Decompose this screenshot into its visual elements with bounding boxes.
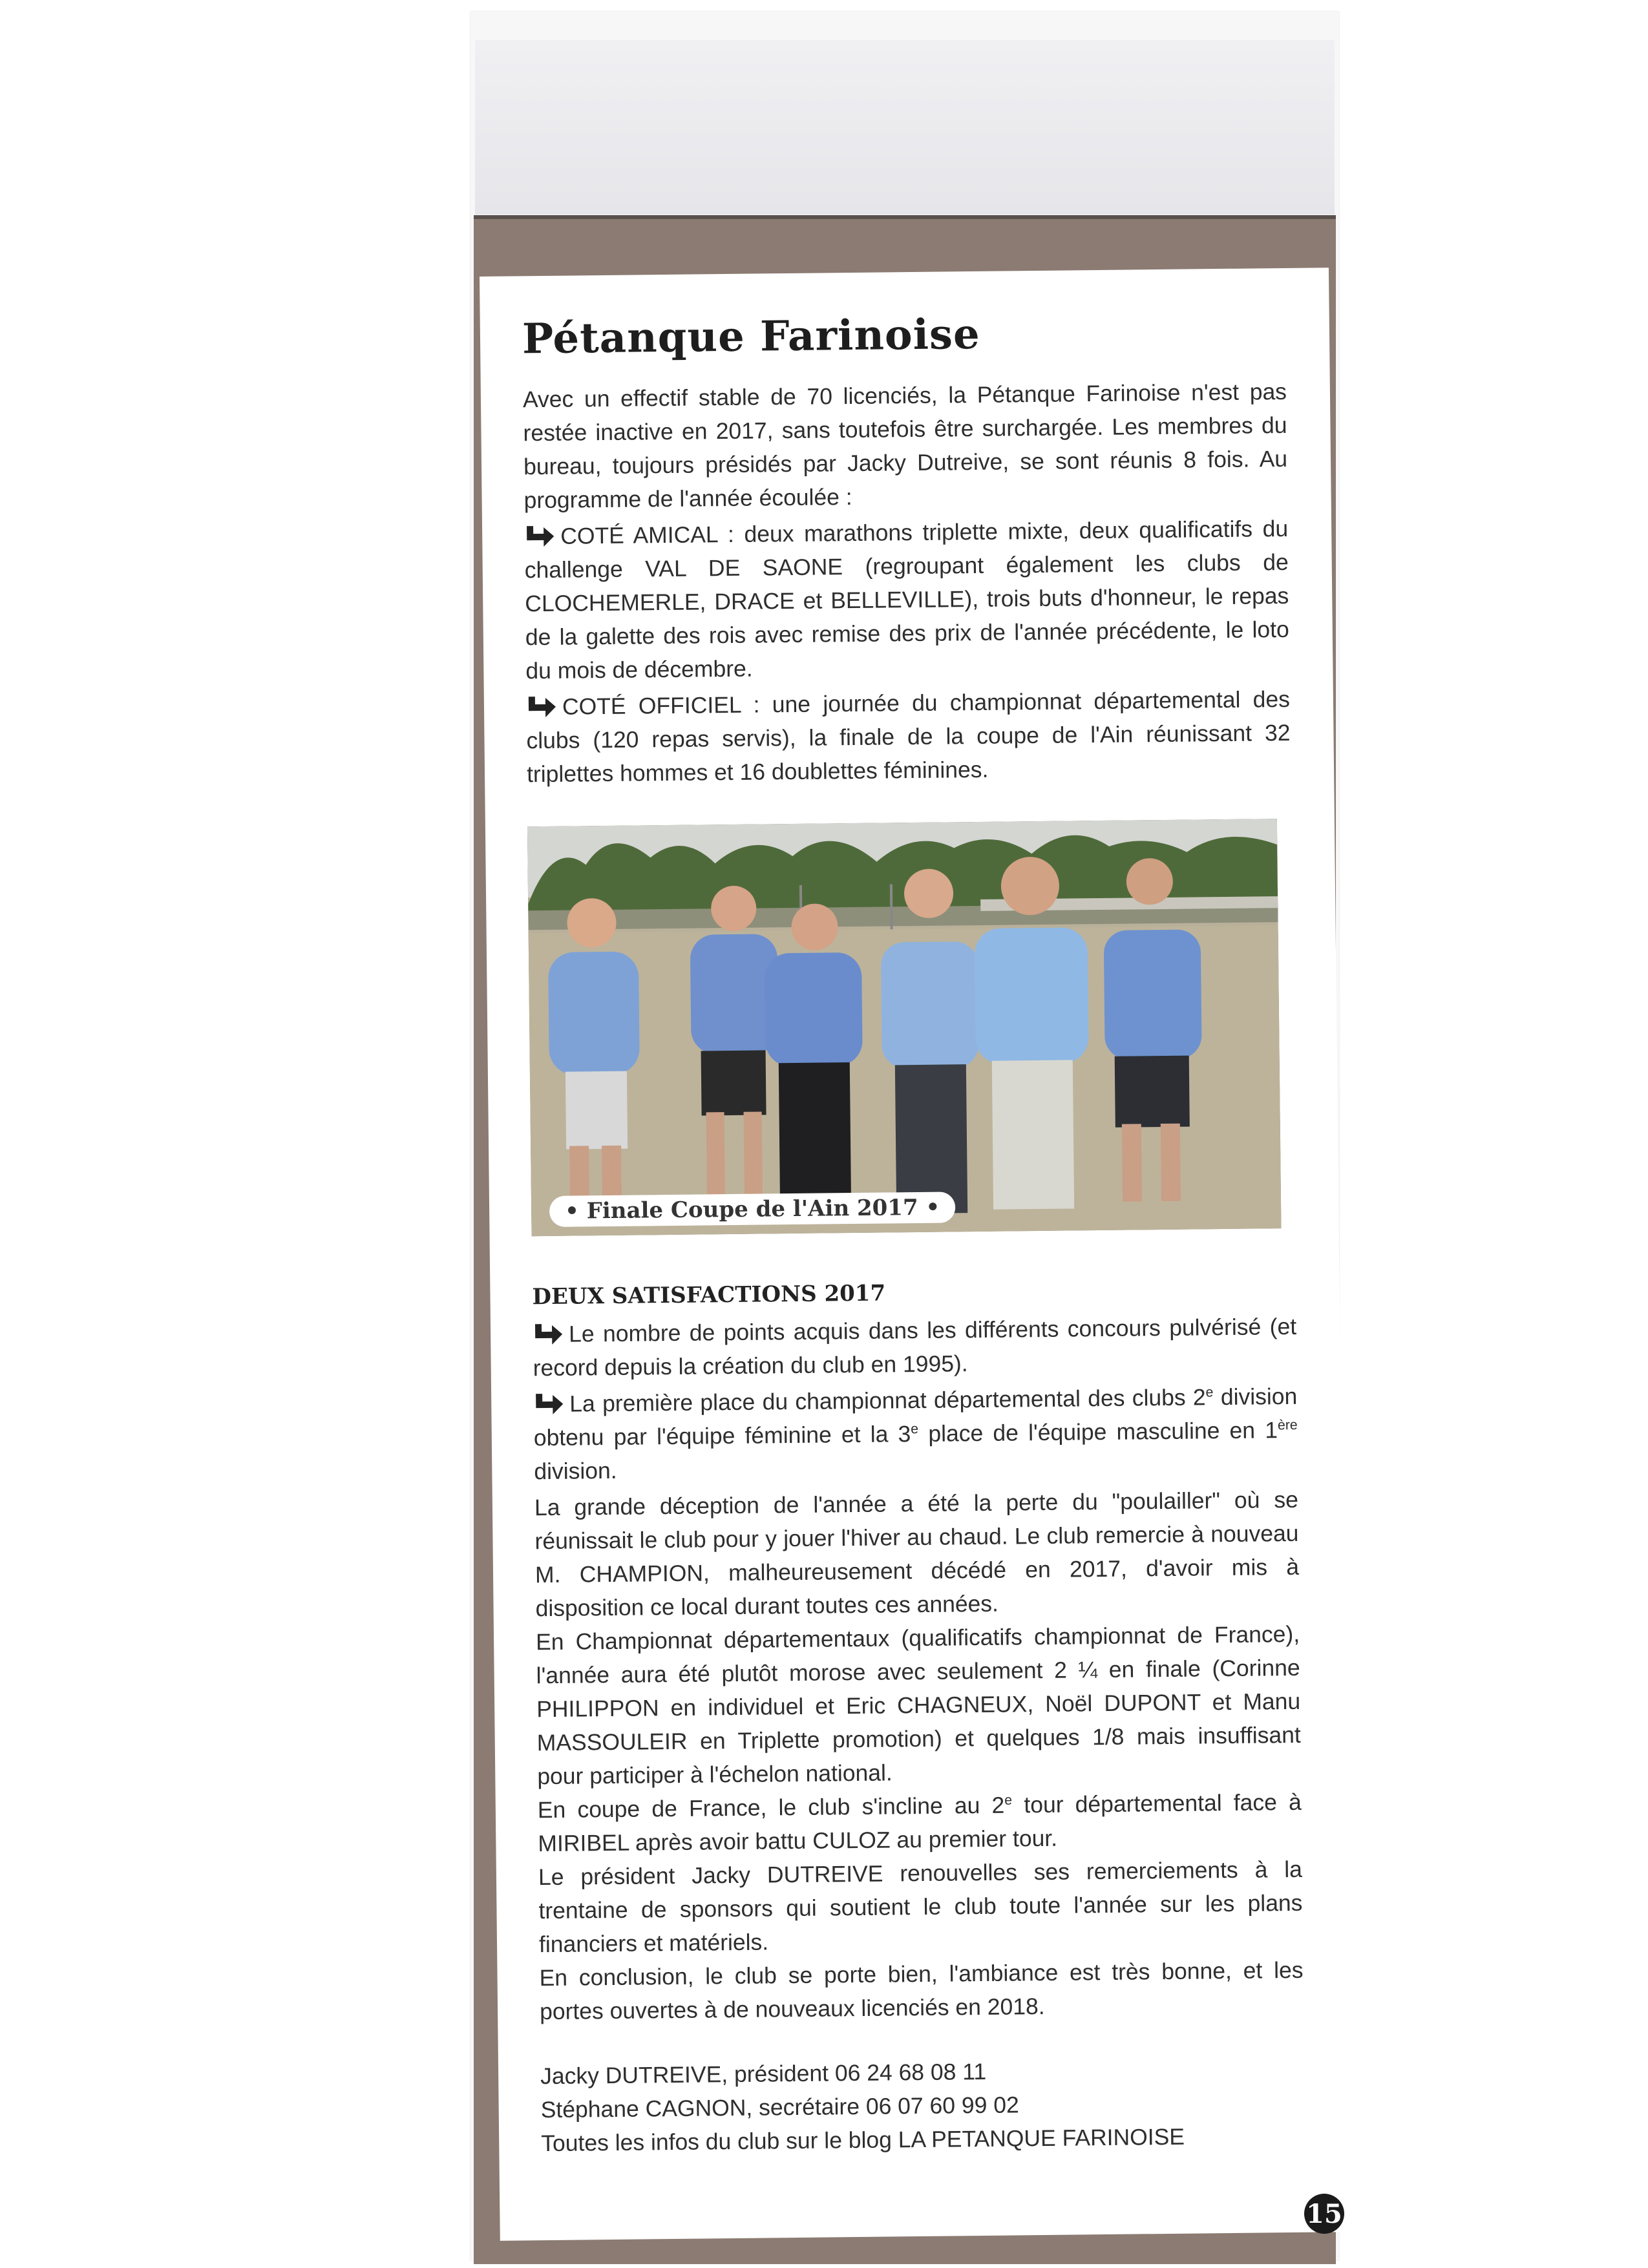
team-photo [527,819,1282,1236]
contact-blog: Toutes les infos du club sur le blog LA PETANQUE FARINOISE [541,2123,1185,2157]
intro-paragraph: Avec un effectif stable de 70 licenciés, la Pétanque Farinoise n'est pas restée inactive en 2017, sans toutefois être surchargée. Les membres du bureau, toujours présidés par Jacky Dutreive, se sont réunis 8 fois. Au programme de l'année écoulée : [522,378,1288,514]
article-panel [480,268,1349,2241]
satisfaction-item [533,1380,1298,1488]
scan-top-band [475,40,1335,215]
paragraph-championnat: En Championnat départementaux (qualificatifs championnat de France), l'année aura été plutôt morose avec seulement 2 ¼ en finale (Corinne PHILIPPON en individuel et Eric CHAGNEUX, Noël DUPONT et Manu MASSOULEIR en Triplette promotion) et quelques 1/8 mais insuffisant pour participer à l'échelon national. [535,1621,1301,1790]
satisfaction-2-part-a: La première place du championnat départemental des clubs 2 [569,1384,1206,1417]
paragraph-deception: La grande déception de l'année a été la perte du "poulailler" où se réunissait le club pour y jouer l'hiver au chaud. Le club remercie à nouveau M. CHAMPION, malheureusement décédé en 2017, d'avoir mis à disposition ce local durant toutes ces années. [534,1486,1300,1622]
bullet-cote-officiel-text: COTÉ OFFICIEL : une journée du championnat départemental des clubs (120 repas servis), la finale de la coupe de l'Ain réunissant 32 triplettes hommes et 16 doublettes féminines. [526,686,1291,788]
page-number-badge: 15 [1304,2194,1344,2234]
contact-secretaire: Stéphane CAGNON, secrétaire 06 07 60 99 02 [540,2092,1019,2123]
coupe-part-b: tour départemental face à MIRIBEL après avoir battu CULOZ au premier tour. [538,1789,1302,1857]
bullet-cote-amical-text: COTÉ AMICAL : deux marathons triplette mixte, deux qualificatifs du challenge VAL DE SAONE (regroupant également les clubs de CLOCHEMERLE, DRACE et BELLEVILLE), trois buts d'honneur, le repas de la galette des rois avec remise des prix de l'année précédente, le loto du mois de décembre. [524,515,1289,684]
article-title: Pétanque Farinoise [522,310,981,364]
superscript: e [1205,1384,1214,1400]
paragraph-coupe-de-france [538,1785,1302,1860]
satisfaction-item [533,1310,1297,1385]
paragraph-sponsors: Le président Jacky DUTREIVE renouvelles ses remerciements à la trentaine de sponsors qui soutient le club toute l'année sur les plans financiers et matériels. [538,1856,1303,1958]
satisfaction-2-part-b: division obtenu par l'équipe féminine et la 3 [533,1383,1298,1451]
paragraph-conclusion: En conclusion, le club se porte bien, l'ambiance est très bonne, et les portes ouvertes à de nouveaux licenciés en 2018. [539,1957,1304,2025]
arrow-bullet-icon [533,1391,565,1418]
superscript: e [1004,1792,1013,1808]
coupe-part-a: En coupe de France, le club s'incline au 2 [537,1792,1005,1823]
satisfaction-2-part-d: division. [534,1457,617,1485]
contacts-block [540,2052,1305,2160]
bullet-cote-officiel [526,682,1291,791]
bullet-cote-amical [524,512,1290,688]
arrow-bullet-icon [533,1321,565,1348]
superscript: e [911,1421,919,1437]
section-body [533,1310,1304,2028]
satisfaction-2-part-c: place de l'équipe masculine en 1 [918,1417,1278,1447]
article-intro-block [523,375,1291,793]
photo-caption: • Finale Coupe de l'Ain 2017 • [549,1192,956,1227]
satisfaction-1-text: Le nombre de points acquis dans les différents concours pulvérisé (et record depuis la création du club en 1995). [533,1313,1297,1381]
arrow-bullet-icon [524,523,556,550]
contact-president: Jacky DUTREIVE, président 06 24 68 08 11 [540,2058,987,2090]
arrow-bullet-icon [526,694,558,720]
section-title: DEUX SATISFACTIONS 2017 [532,1280,886,1310]
superscript: ère [1277,1417,1298,1433]
team-photo-illustration [527,819,1282,1236]
